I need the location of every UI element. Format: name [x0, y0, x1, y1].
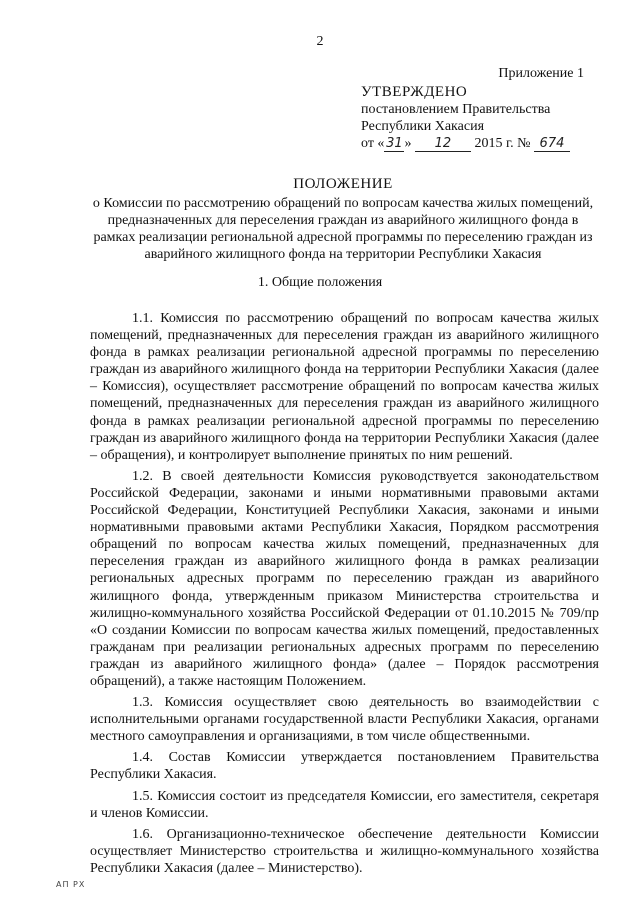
paragraph-1-2: 1.2. В своей деятельности Комиссия руководствуется законодательством Российской Федерации, законами и иными нормативными правовыми актами Российской Федерации, Конституцией Республики Хакасия, законами и иными нормативными правовыми актами Республики Хакасия, Порядком рассмотрения обращений по вопросам качества жилых помещений, предназначенных для переселения граждан из аварийного жилищного фонда в рамках реализации региональных адресных программ по переселению граждан из аварийного жилищного фонда, утвержденным приказом Министерства строительства и жилищно-коммунального хозяйства Российской Федерации от 01.10.2015 № 709/пр «О создании Комиссии по вопросам качества жилых помещений, предоставленных гражданам при реализации региональных адресных программ по переселению граждан из аварийного жилищного фонда» (далее – Порядок рассмотрения обращений), а также настоящим Положением.: [90, 468, 599, 689]
footer-mark: АП РХ: [56, 880, 86, 889]
date-month: 12: [415, 137, 471, 152]
paragraph-1-5: 1.5. Комиссия состоит из председателя Комиссии, его заместителя, секретаря и членов Комиссии.: [90, 788, 599, 821]
document-title-block: [86, 176, 600, 263]
date-day: 31: [386, 136, 403, 151]
paragraph-1-4: 1.4. Состав Комиссии утверждается постановлением Правительства Республики Хакасия.: [90, 750, 599, 783]
date-prefix: от «: [361, 136, 385, 151]
paragraph-1-6: 1.6. Организационно-техническое обеспечение деятельности Комиссии осуществляет Министерство строительства и жилищно-коммунального хозяйства Республики Хакасия (далее – Министерство).: [90, 826, 599, 876]
document-subtitle: о Комиссии по рассмотрению обращений по вопросам качества жилых помещений, предназначенных для переселения граждан из аварийного жилищного фонда в рамках реализации региональной адресной программы по переселению граждан из аварийного жилищного фонда на территории Республики Хакасия: [92, 196, 594, 262]
section-heading: 1. Общие положения: [257, 275, 383, 290]
document-title: ПОЛОЖЕНИЕ: [293, 176, 393, 192]
date-mid: »: [404, 136, 412, 151]
paragraph-1-1: 1.1. Комиссия по рассмотрению обращений по вопросам качества жилых помещений, предназначенных для переселения граждан из аварийного жилищного фонда в рамках реализации региональной адресной программы по переселению граждан из аварийного жилищного фонда на территории Республики Хакасия (далее – Комиссия), осуществляет рассмотрение обращений по вопросам качества жилых помещений, предназначенных для переселения граждан из аварийного жилищного фонда в рамках реализации региональной адресной программы по переселению граждан из аварийного жилищного фонда на территории Республики Хакасия (далее – обращения), и контролирует выполнение принятых по ним решений.: [90, 311, 599, 463]
approval-date-line: [361, 135, 570, 152]
approved-stamp-text: УТВЕРЖДЕНО: [361, 84, 468, 100]
approval-block: [361, 84, 570, 152]
page-number: 2: [316, 34, 324, 49]
approval-line-2: Республики Хакасия: [361, 119, 485, 134]
approval-line-1: постановлением Правительства: [361, 102, 551, 117]
body-text: [90, 310, 599, 881]
paragraph-1-3: 1.3. Комиссия осуществляет свою деятельность во взаимодействии с исполнительными органами государственной власти Республики Хакасия, органами местного самоуправления и организациями, в том числе общественными.: [90, 695, 599, 745]
decree-number: 674: [534, 137, 570, 152]
appendix-label: Приложение 1: [498, 66, 584, 81]
date-year: 2015 г. №: [474, 136, 531, 151]
